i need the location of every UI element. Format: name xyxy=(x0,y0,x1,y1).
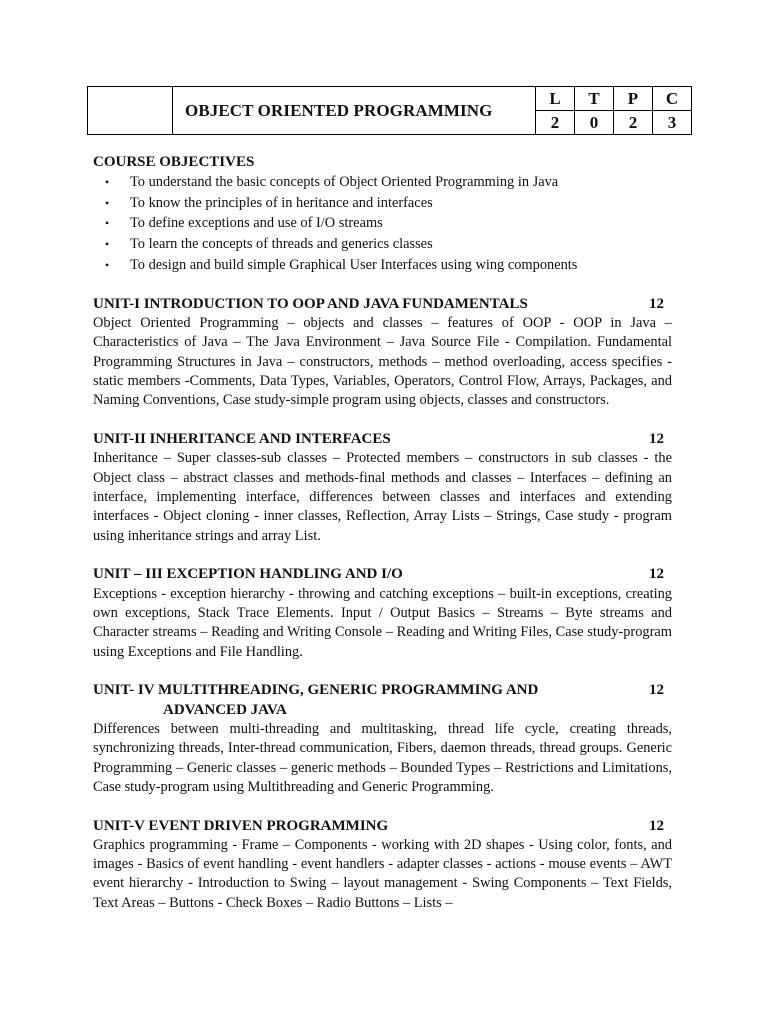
ltpc-value-c: 3 xyxy=(653,111,692,135)
objective-item: • To design and build simple Graphical User Interfaces using wing components xyxy=(93,255,672,276)
objective-item: • To know the principles of in heritance and interfaces xyxy=(93,193,672,214)
ltpc-value-p: 2 xyxy=(614,111,653,135)
ltpc-label-c: C xyxy=(653,87,692,111)
unit-4-heading: UNIT- IV MULTITHREADING, GENERIC PROGRAMMING AND 12 xyxy=(93,681,672,700)
unit-4-body: Differences between multi-threading and multitasking, thread life cycle, creating threads, synchronizing threads, Inter-thread communication, Fibers, daemon threads, thread groups. Generic Programming – Generic classes – generic methods – Bounded Types – Restrictions and Limitations, Case study-program using Multithreading and Generic Programming. xyxy=(93,720,672,795)
bullet-icon: • xyxy=(105,195,110,210)
unit-3-hours: 12 xyxy=(649,566,664,583)
ltpc-label-l: L xyxy=(536,87,575,111)
course-header-table xyxy=(87,86,692,135)
unit-2-heading: UNIT-II INHERITANCE AND INTERFACES 12 xyxy=(93,430,672,449)
bullet-icon: • xyxy=(105,216,110,231)
unit-4-heading-line2: ADVANCED JAVA xyxy=(163,701,287,718)
objectives-list xyxy=(93,172,672,275)
bullet-icon: • xyxy=(105,175,110,190)
unit-5-heading: UNIT-V EVENT DRIVEN PROGRAMMING 12 xyxy=(93,817,672,836)
unit-3-body: Exceptions - exception hierarchy - throwing and catching exceptions – built-in exceptions, creating own exceptions, Stack Trace Elements. Input / Output Basics – Streams – Byte streams and Character streams – Reading and Writing Console – Reading and Writing Files, Case study-program using Exceptions and File Handling. xyxy=(93,585,672,660)
ltpc-label-p: P xyxy=(614,87,653,111)
objective-item: • To understand the basic concepts of Object Oriented Programming in Java xyxy=(93,172,672,193)
unit-1-heading: UNIT-I INTRODUCTION TO OOP AND JAVA FUNDAMENTALS 12 xyxy=(93,295,672,314)
course-title: OBJECT ORIENTED PROGRAMMING xyxy=(173,87,536,135)
unit-1-hours: 12 xyxy=(649,295,664,312)
course-code-cell xyxy=(88,87,173,135)
bullet-icon: • xyxy=(105,237,110,252)
ltpc-value-l: 2 xyxy=(536,111,575,135)
unit-2-body: Inheritance – Super classes-sub classes – Protected members – constructors in sub classes - the Object class – abstract classes and methods-final methods and classes – Interfaces – defining an interface, implementing interface, differences between classes and interfaces and extending interfaces - Object cloning - inner classes, Reflection, Array Lists – Strings, Case study - program using inheritance strings and array List. xyxy=(93,450,672,544)
unit-1-body: Object Oriented Programming – objects and classes – features of OOP - OOP in Java – Characteristics of Java – The Java Environment – Java Source File - Compilation. Fundamental Programming Structures in Java – constructors, methods – method overloading, access specifies -static members -Comments, Data Types, Variables, Operators, Control Flow, Arrays, Packages, and Naming Conventions, Case study-simple program using objects, classes and constructors. xyxy=(93,315,672,409)
unit-4-hours: 12 xyxy=(649,682,664,699)
objectives-heading: COURSE OBJECTIVES xyxy=(93,154,255,170)
syllabus-content xyxy=(93,153,672,913)
bullet-icon: • xyxy=(105,257,110,272)
ltpc-label-t: T xyxy=(575,87,614,111)
unit-3-heading: UNIT – III EXCEPTION HANDLING AND I/O 12 xyxy=(93,565,672,584)
unit-5-body: Graphics programming - Frame – Components - working with 2D shapes - Using color, fonts, and images - Basics of event handling - event handlers - adapter classes - actions - mouse events – AWT event hierarchy - Introduction to Swing – layout management - Swing Components – Text Fields, Text Areas – Buttons - Check Boxes – Radio Buttons – Lists – xyxy=(93,836,672,911)
objective-item: • To define exceptions and use of I/O streams xyxy=(93,213,672,234)
objective-item: • To learn the concepts of threads and generics classes xyxy=(93,234,672,255)
ltpc-value-t: 0 xyxy=(575,111,614,135)
unit-5-hours: 12 xyxy=(649,817,664,834)
unit-2-hours: 12 xyxy=(649,431,664,448)
